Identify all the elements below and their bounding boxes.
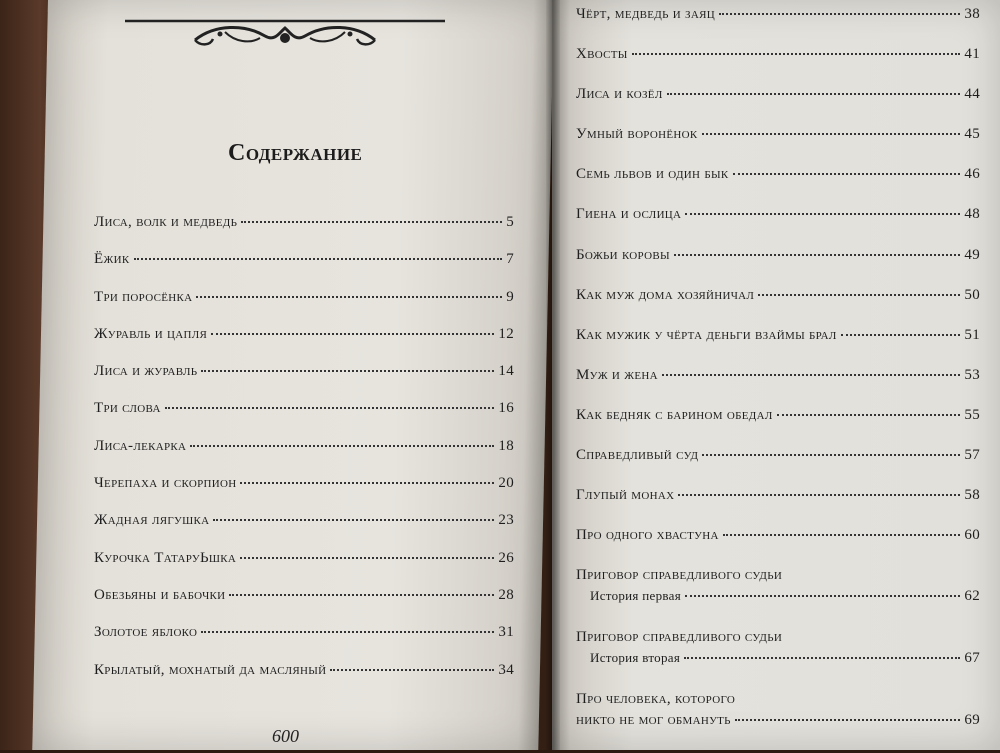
toc-entry-multiline[interactable] xyxy=(576,691,980,753)
ornament-divider xyxy=(125,14,445,50)
entry-page: 67 xyxy=(964,650,980,667)
entry-title: Три слова xyxy=(94,400,161,417)
toc-entry[interactable] xyxy=(576,327,980,367)
dot-leader xyxy=(685,213,960,215)
toc-entry[interactable] xyxy=(576,6,980,46)
dot-leader xyxy=(723,534,961,536)
entry-title: Жадная лягушка xyxy=(94,512,210,529)
entry-title: Как муж дома хозяйничал xyxy=(576,286,755,303)
entry-page: 41 xyxy=(964,46,980,63)
toc-entry[interactable] xyxy=(576,527,980,567)
toc-entry[interactable] xyxy=(94,251,514,288)
entry-title: Приговор справедливого судьи xyxy=(576,629,783,646)
entry-title: Семь львов и один бык xyxy=(576,166,729,183)
toc-entry[interactable] xyxy=(94,289,514,326)
dot-leader xyxy=(240,557,494,559)
entry-title: Гиена и ослица xyxy=(576,206,682,223)
dot-leader xyxy=(201,631,494,633)
dot-leader xyxy=(213,519,494,521)
dot-leader xyxy=(733,173,961,175)
dot-leader xyxy=(719,13,960,15)
entry-title: Лиса-лекарка xyxy=(94,437,187,454)
entry-page: 23 xyxy=(498,512,514,529)
entry-title: Крылатый, мохнатый да масляный xyxy=(94,661,327,678)
entry-title: Журавль и цапля xyxy=(94,325,208,342)
dot-leader xyxy=(241,221,502,223)
entry-title: Про одного хвастуна xyxy=(576,527,719,544)
book-gutter xyxy=(546,0,560,750)
entry-page: 57 xyxy=(964,447,980,464)
toc-heading: Содержание xyxy=(228,140,363,166)
entry-page: 9 xyxy=(506,288,514,305)
dot-leader xyxy=(777,414,961,416)
dot-leader xyxy=(841,334,961,336)
dot-leader xyxy=(684,657,960,659)
toc-entry-multiline[interactable] xyxy=(576,629,980,691)
toc-entry[interactable] xyxy=(94,624,514,661)
entry-title: Чёрт, медведь и заяц xyxy=(576,6,715,22)
toc-entry[interactable] xyxy=(94,214,514,251)
toc-entry[interactable] xyxy=(94,662,514,699)
entry-page: 44 xyxy=(964,86,980,103)
dot-leader xyxy=(702,454,960,456)
toc-entry[interactable] xyxy=(94,512,514,549)
entry-page: 46 xyxy=(964,166,980,183)
dot-leader xyxy=(632,53,961,55)
dot-leader xyxy=(702,133,961,135)
entry-page: 53 xyxy=(964,366,980,383)
entry-title: Золотое яблоко xyxy=(94,624,198,641)
dot-leader xyxy=(678,494,960,496)
dot-leader xyxy=(667,93,961,95)
entry-title: Справедливый суд xyxy=(576,447,699,464)
entry-page: 50 xyxy=(964,286,980,303)
entry-title: Божьи коровы xyxy=(576,246,670,263)
toc-entry[interactable] xyxy=(576,247,980,287)
entry-page: 16 xyxy=(498,400,514,417)
entry-title: Про человека, которого xyxy=(576,691,736,708)
entry-page: 58 xyxy=(964,487,980,504)
entry-subtitle: История вторая xyxy=(590,650,681,666)
toc-entry[interactable] xyxy=(94,550,514,587)
entry-page: 38 xyxy=(964,6,980,22)
dot-leader xyxy=(134,258,503,260)
entry-title-continuation: никто не мог обмануть xyxy=(576,712,731,729)
entry-title: Приговор справедливого судьи xyxy=(576,567,783,584)
entry-title: Муж и жена xyxy=(576,366,658,383)
entry-title: Обезьяны и бабочки xyxy=(94,586,226,603)
toc-entry[interactable] xyxy=(576,407,980,447)
dot-leader xyxy=(758,294,960,296)
toc-entry[interactable] xyxy=(576,447,980,487)
entry-page: 7 xyxy=(506,251,514,268)
entry-title: Как бедняк с барином обедал xyxy=(576,406,773,423)
toc-entry[interactable] xyxy=(576,86,980,126)
dot-leader xyxy=(735,719,961,721)
entry-page: 31 xyxy=(498,624,514,641)
entry-title: Курочка ТатаруЬшка xyxy=(94,549,237,566)
toc-entry[interactable] xyxy=(576,487,980,527)
dot-leader xyxy=(196,296,502,298)
dot-leader xyxy=(240,482,494,484)
entry-page: 18 xyxy=(498,437,514,454)
toc-entry[interactable] xyxy=(94,438,514,475)
entry-title: Черепаха и скорпион xyxy=(94,475,237,492)
dot-leader xyxy=(229,594,494,596)
entry-page: 26 xyxy=(498,549,514,566)
dot-leader xyxy=(662,374,961,376)
dot-leader xyxy=(685,595,960,597)
dot-leader xyxy=(330,669,494,671)
entry-title: Умный воронёнок xyxy=(576,126,698,143)
toc-entry[interactable] xyxy=(94,475,514,512)
entry-page: 34 xyxy=(498,661,514,678)
entry-page: 55 xyxy=(964,406,980,423)
dot-leader xyxy=(674,254,961,256)
toc-list-left xyxy=(94,214,514,699)
entry-page: 62 xyxy=(964,588,980,605)
entry-page: 69 xyxy=(964,712,980,729)
entry-page: 45 xyxy=(964,126,980,143)
toc-entry[interactable] xyxy=(94,363,514,400)
dot-leader xyxy=(211,333,494,335)
entry-title: Лиса и журавль xyxy=(94,363,198,380)
dot-leader xyxy=(165,407,495,409)
entry-page: 51 xyxy=(964,326,980,343)
toc-entry[interactable] xyxy=(576,287,980,327)
entry-title: Глупый монах xyxy=(576,487,675,504)
entry-page: 12 xyxy=(498,325,514,342)
entry-title: Как мужик у чёрта деньги взаймы брал xyxy=(576,326,837,343)
entry-page: 5 xyxy=(506,214,514,230)
entry-title: Хвосты xyxy=(576,46,628,63)
toc-entry[interactable] xyxy=(94,587,514,624)
toc-entry-multiline[interactable] xyxy=(576,567,980,629)
entry-page: 28 xyxy=(498,586,514,603)
dot-leader xyxy=(190,445,494,447)
toc-entry[interactable] xyxy=(576,367,980,407)
entry-page: 49 xyxy=(964,246,980,263)
toc-entry[interactable] xyxy=(576,206,980,246)
toc-entry[interactable] xyxy=(94,400,514,437)
page-number: 600 xyxy=(272,726,299,746)
toc-entry[interactable] xyxy=(94,326,514,363)
entry-title: Лиса, волк и медведь xyxy=(94,214,238,230)
toc-entry[interactable] xyxy=(576,46,980,86)
entry-page: 60 xyxy=(964,527,980,544)
entry-title: Ёжик xyxy=(94,251,130,268)
entry-subtitle: История первая xyxy=(590,588,681,604)
entry-page: 14 xyxy=(498,363,514,380)
toc-entry[interactable] xyxy=(576,126,980,166)
entry-page: 48 xyxy=(964,206,980,223)
entry-page: 20 xyxy=(498,475,514,492)
dot-leader xyxy=(201,370,494,372)
entry-title: Лиса и козёл xyxy=(576,86,663,103)
entry-title: Три поросёнка xyxy=(94,288,193,305)
toc-list-right xyxy=(576,6,980,753)
toc-entry[interactable] xyxy=(576,166,980,206)
